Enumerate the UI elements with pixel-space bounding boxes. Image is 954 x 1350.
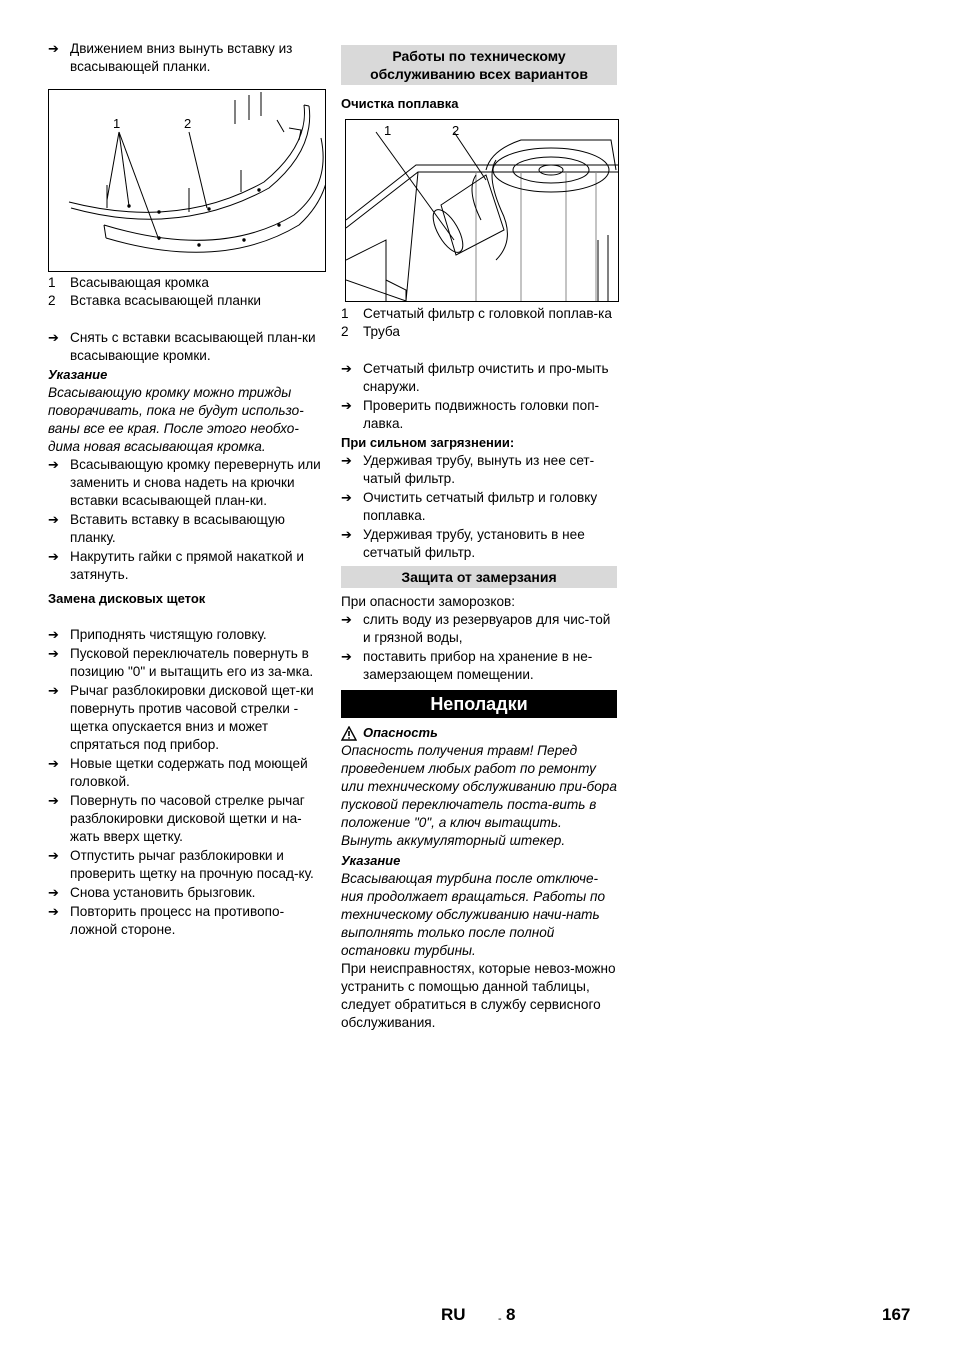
arrow-icon: ➔: [341, 361, 352, 376]
float-cleaning-heading: Очистка поплавка: [341, 96, 459, 111]
heavy-soiling-heading: При сильном загрязнении:: [341, 435, 515, 450]
note-text: Всасывающую кромку можно трижды поворачивать, пока не будут использо-ваны все ее края. После этого необхо-дима новая всасывающая кромка.: [48, 385, 304, 454]
arrow-icon: ➔: [341, 490, 352, 505]
instruction-step: ➔ поставить прибор на хранение в не-замерзающем помещении.: [341, 649, 593, 682]
closing-text: При неисправностях, которые невоз-можно устранить с помощью данной таблицы, следует обратиться в службу сервисного обслуживания.: [341, 961, 616, 1030]
footer-section-number: 8: [506, 1305, 516, 1324]
step-text: Движением вниз вынуть вставку из всасывающей планки.: [70, 41, 293, 74]
legend-item: 2 Труба: [341, 324, 400, 339]
callout-1: 1: [384, 123, 392, 138]
arrow-icon: ➔: [48, 41, 59, 56]
instruction-step: ➔ Пусковой переключатель повернуть в позицию "0" и вытащить его из за-мка.: [48, 646, 314, 679]
frost-intro: При опасности заморозков:: [341, 594, 515, 609]
instruction-step: ➔ слить воду из резервуаров для чис-той и грязной воды,: [341, 612, 611, 645]
arrow-icon: ➔: [48, 848, 59, 863]
danger-heading-row: [341, 724, 617, 742]
arrow-icon: ➔: [341, 398, 352, 413]
note-heading: Указание: [341, 853, 401, 868]
instruction-step: ➔ Удерживая трубу, установить в нее сетчатый фильтр.: [341, 527, 585, 560]
arrow-icon: ➔: [48, 512, 59, 527]
instruction-step: ➔ Снова установить брызговик.: [48, 885, 256, 900]
note-heading: Указание: [48, 367, 108, 382]
warning-triangle-icon: [341, 726, 357, 741]
legend-item: 2 Вставка всасывающей планки: [48, 293, 261, 308]
arrow-icon: ➔: [48, 646, 59, 661]
arrow-icon: ➔: [341, 612, 352, 627]
instruction-step: ➔ Снять с вставки всасывающей план-ки всасывающие кромки.: [48, 330, 316, 363]
note-text: Всасывающая турбина после отключе-ния продолжает вращаться. Работы по техническому обслуживанию начи-нать выполнять только после полной остановки турбины.: [341, 871, 606, 958]
instruction-step: ➔ Рычаг разблокировки дисковой щет-ки повернуть против часовой стрелки - щетка опускается вниз и может спрятаться под прибор.: [48, 683, 314, 752]
right-column: [341, 45, 617, 1032]
arrow-icon: ➔: [48, 904, 59, 919]
instruction-step: ➔ Приподнять чистящую головку.: [48, 627, 267, 642]
footer-language: RU: [441, 1305, 466, 1324]
instruction-step: ➔ Удерживая трубу, вынуть из нее сет-чатый фильтр.: [341, 453, 595, 486]
brush-steps: [48, 626, 328, 939]
legend-1: [48, 274, 328, 310]
arrow-icon: ➔: [341, 453, 352, 468]
instruction-step: ➔ Новые щетки содержать под моющей головкой.: [48, 756, 308, 789]
left-column: [48, 40, 328, 940]
callout-1: 1: [113, 116, 121, 131]
instruction-step: ➔ Повернуть по часовой стрелке рычаг разблокировки дисковой щетки и на-жать вверх щетку.: [48, 793, 305, 844]
float-filter-illustration: [346, 120, 618, 301]
arrow-icon: ➔: [48, 793, 59, 808]
arrow-icon: ➔: [341, 649, 352, 664]
figure-float-filter: [345, 119, 619, 302]
instruction-step: [48, 40, 328, 76]
callout-2: 2: [184, 116, 192, 131]
arrow-icon: ➔: [48, 549, 59, 564]
callout-2: 2: [452, 123, 460, 138]
figure-suction-lip: [48, 89, 326, 272]
arrow-icon: ➔: [48, 885, 59, 900]
instruction-step: ➔ Сетчатый фильтр очистить и про-мыть снаружи.: [341, 361, 609, 394]
instruction-step: ➔ Вставить вставку в всасывающую планку.: [48, 512, 285, 545]
legend-item: 1 Всасывающая кромка: [48, 275, 209, 290]
troubleshooting-heading: Неполадки: [341, 690, 617, 718]
arrow-icon: ➔: [48, 627, 59, 642]
section-heading: Замена дисковых щеток: [48, 591, 206, 606]
instruction-step: ➔ Накрутить гайки с прямой накаткой и затянуть.: [48, 549, 304, 582]
instruction-step: ➔ Отпустить рычаг разблокировки и проверить щетку на прочную посад-ку.: [48, 848, 314, 881]
maintenance-heading: Работы по техническому обслуживанию всех вариантов: [341, 45, 617, 85]
arrow-icon: ➔: [48, 457, 59, 472]
arrow-icon: ➔: [48, 683, 59, 698]
instruction-step: ➔ Очистить сетчатый фильтр и головку поплавка.: [341, 490, 598, 523]
instruction-step: ➔ Всасывающую кромку перевернуть или заменить и снова надеть на крючки вставки всасывающей план-ки.: [48, 457, 321, 508]
float-steps: [341, 360, 617, 433]
instruction-step: ➔ Повторить процесс на противопо-ложной стороне.: [48, 904, 285, 937]
danger-text: Опасность получения травм! Перед проведением любых работ по ремонту или техническому обслуживанию при-бора пусковой переключатель поста-вить в положение "0", а ключ вытащить. Вынуть аккумуляторный штекер.: [341, 743, 617, 848]
arrow-icon: ➔: [341, 527, 352, 542]
instruction-step: ➔ Проверить подвижность головки поп-лавка.: [341, 398, 600, 431]
suction-bar-illustration: [49, 90, 325, 271]
footer-dash: -: [498, 1313, 502, 1325]
page-number: 167: [882, 1305, 911, 1324]
arrow-icon: ➔: [48, 756, 59, 771]
legend-item: 1 Сетчатый фильтр с головкой поплав-ка: [341, 306, 612, 321]
frost-protection-heading: Защита от замерзания: [341, 566, 617, 588]
danger-heading: Опасность: [363, 725, 438, 740]
arrow-icon: ➔: [48, 330, 59, 345]
legend-2: [341, 305, 617, 341]
